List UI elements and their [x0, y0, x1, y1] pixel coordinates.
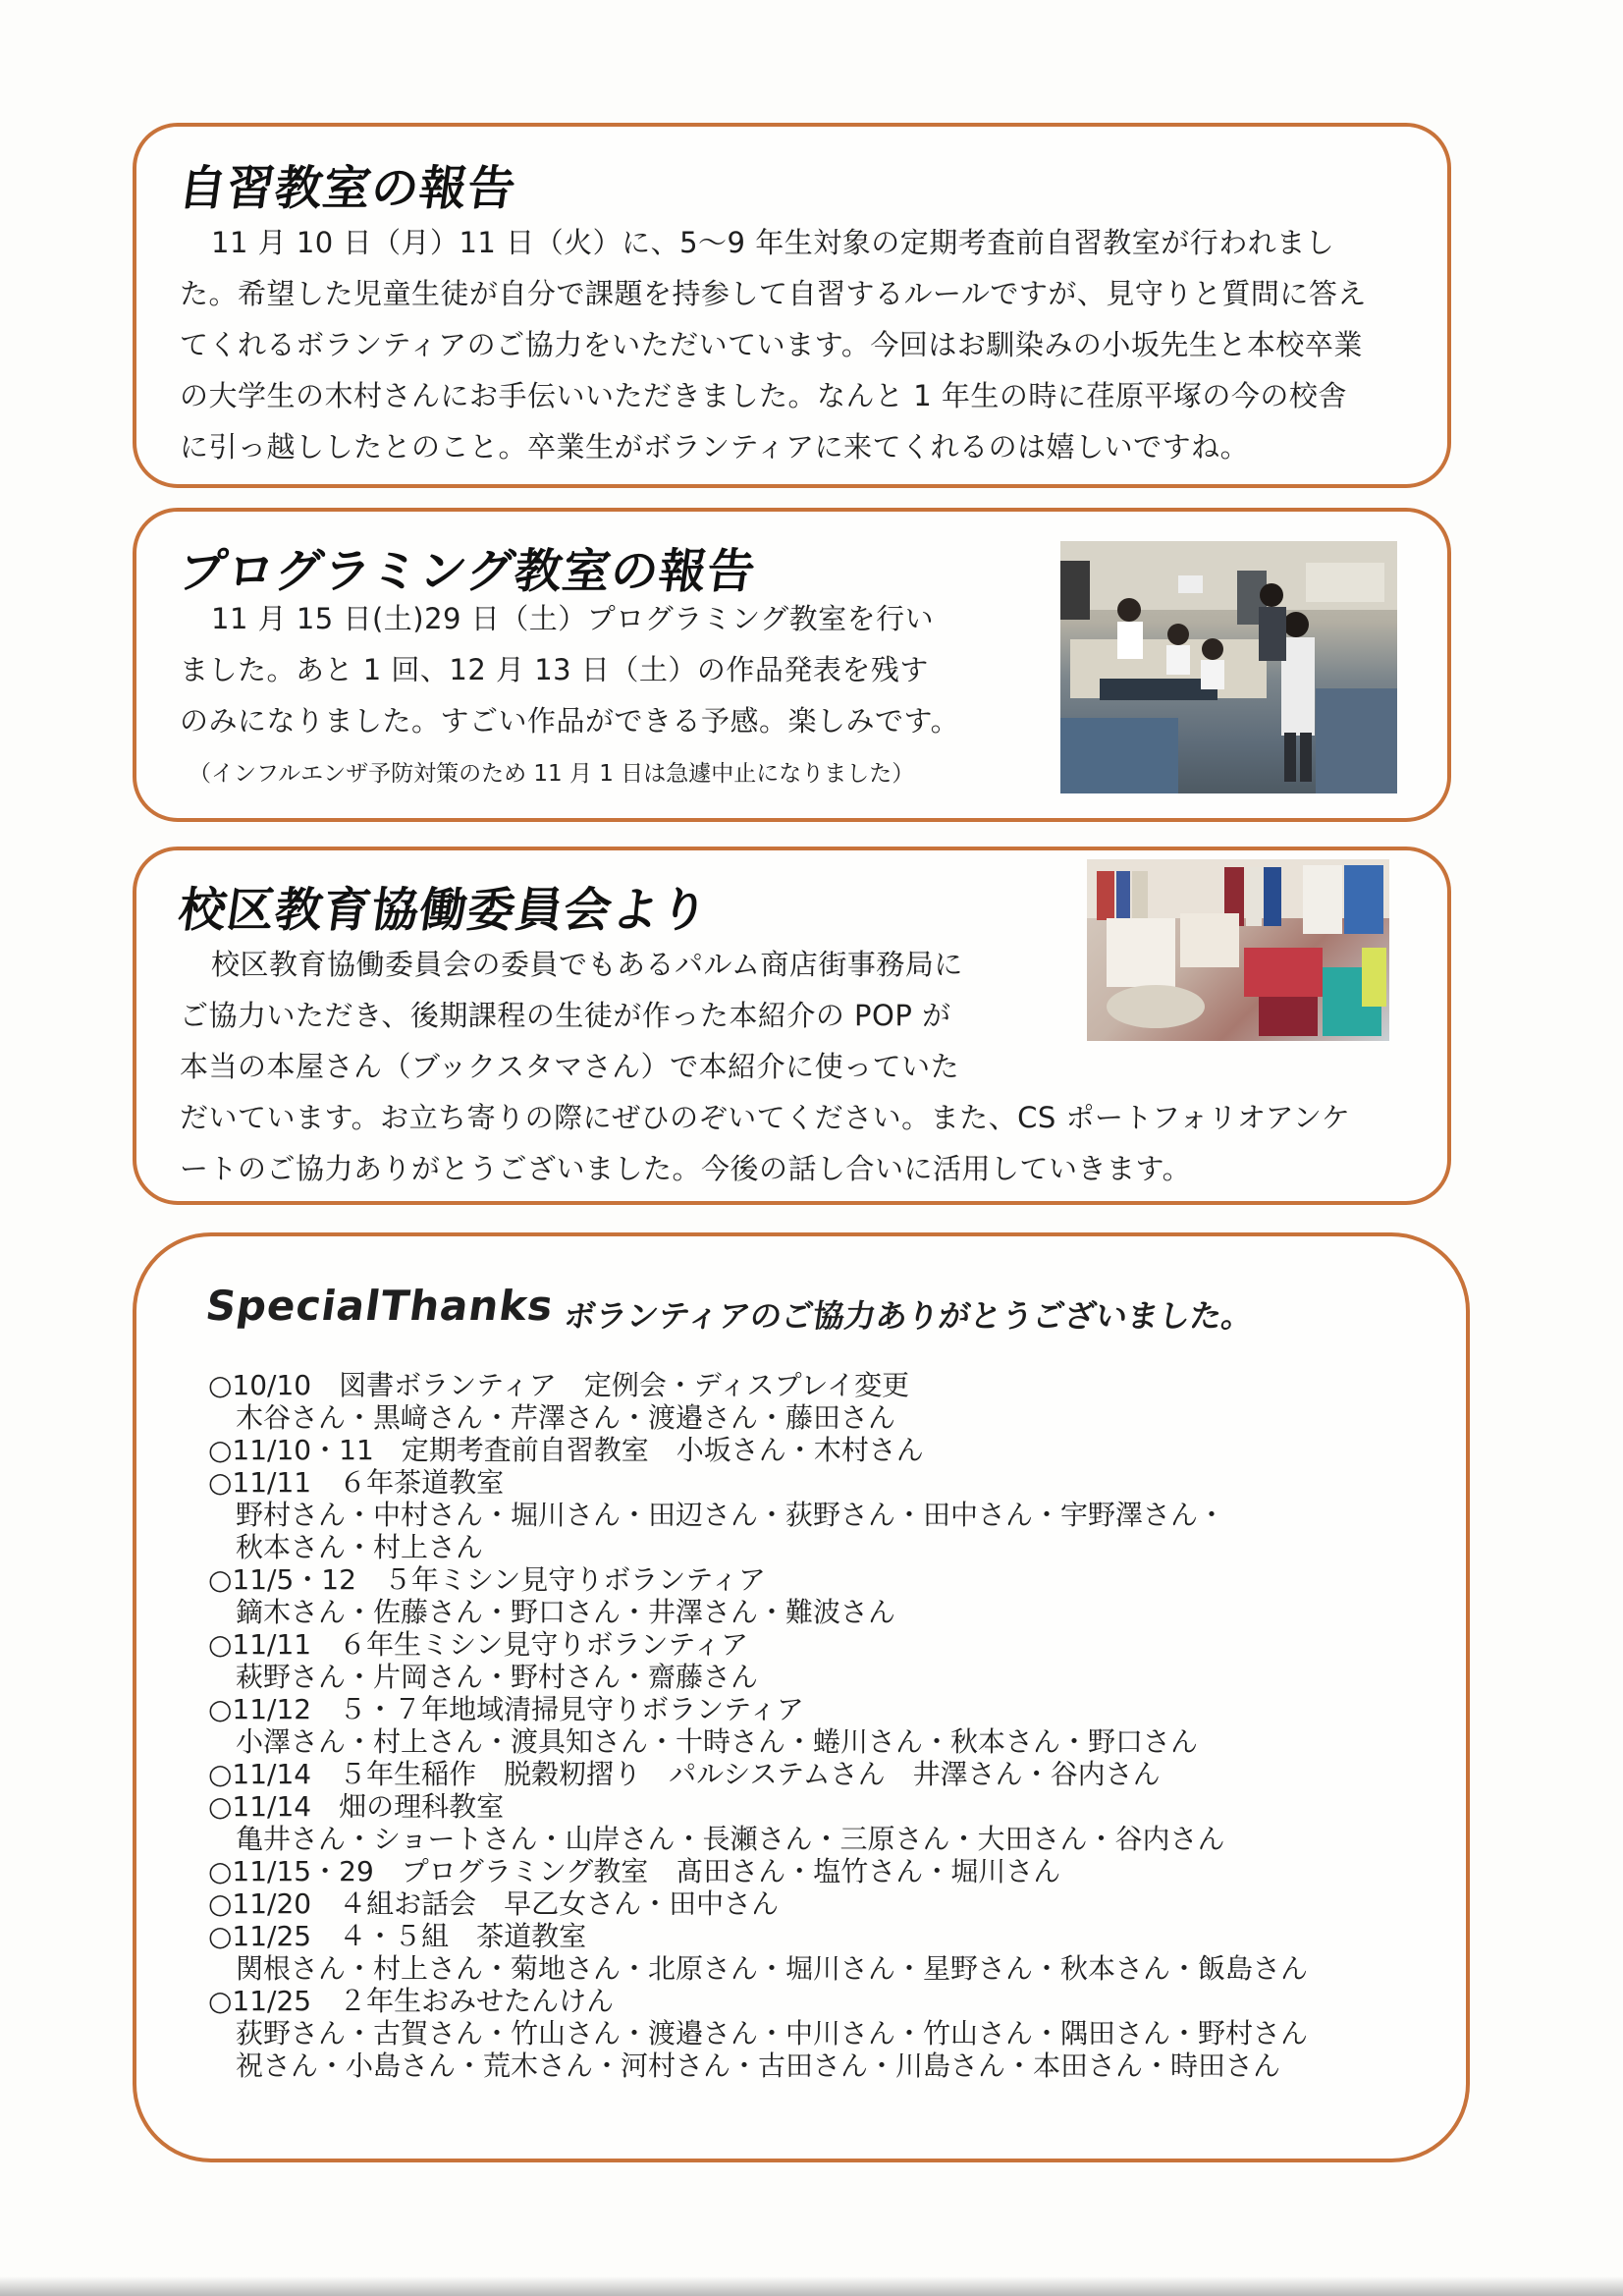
thanks-row: ○11/12 ５・７年地域清掃見守りボランティア [208, 1693, 804, 1725]
thanks-row: 萩野さん・片岡さん・野村さん・齋藤さん [236, 1661, 759, 1693]
thanks-row: ○11/14 畑の理科教室 [208, 1790, 505, 1823]
thanks-list [208, 1369, 1308, 2082]
thanks-row: 野村さん・中村さん・堀川さん・田辺さん・荻野さん・田中さん・宇野澤さん・ [236, 1499, 1226, 1531]
jishu-line-5: に引っ越ししたとのこと。卒業生がボランティアに来てくれるのは嬉しいですね。 [180, 430, 1250, 464]
programming-line-1: 11 月 15 日(土)29 日（土）プログラミング教室を行い [211, 602, 935, 635]
programming-heading: プログラミング教室の報告 [175, 544, 760, 599]
thanks-row: 関根さん・村上さん・菊地さん・北原さん・堀川さん・星野さん・秋本さん・飯島さん [236, 1952, 1309, 1985]
programming-note: （インフルエンザ予防対策のため 11 月 1 日は急遽中止になりました） [189, 761, 915, 787]
thanks-row: ○11/20 ４組お話会 早乙女さん・田中さん [208, 1887, 780, 1920]
thanks-row: 鏑木さん・佐藤さん・野口さん・井澤さん・難波さん [236, 1596, 896, 1628]
thanks-title: SpecialThanks [202, 1282, 558, 1330]
kokyo-line-1: 校区教育協働委員会の委員でもあるパルム商店街事務局に [211, 948, 963, 981]
thanks-row: 祝さん・小島さん・荒木さん・河村さん・古田さん・川島さん・本田さん・時田さん [236, 2050, 1281, 2082]
programming-line-2: ました。あと 1 回、12 月 13 日（土）の作品発表を残す [180, 653, 929, 686]
thanks-row: ○11/25 ２年生おみせたんけん [208, 1985, 615, 2017]
thanks-row: 木谷さん・黒﨑さん・芹澤さん・渡邉さん・藤田さん [236, 1401, 896, 1434]
thanks-row: ○11/15・29 プログラミング教室 髙田さん・塩竹さん・堀川さん [208, 1855, 1061, 1887]
thanks-row: ○11/25 ４・５組 茶道教室 [208, 1920, 587, 1952]
thanks-row: ○11/11 ６年生ミシン見守りボランティア [208, 1628, 749, 1661]
thanks-row: 荻野さん・古賀さん・竹山さん・渡邉さん・中川さん・竹山さん・隅田さん・野村さん [236, 2017, 1309, 2050]
programming-line-3: のみになりました。すごい作品ができる予感。楽しみです。 [180, 704, 960, 738]
programming-body [180, 593, 959, 746]
programming-class-photo [1060, 541, 1397, 793]
kokyo-heading: 校区教育協働委員会より [175, 883, 713, 938]
jishu-line-2: た。希望した児童生徒が自分で課題を持参して自習するルールですが、見守りと質問に答え [180, 277, 1367, 310]
classroom-illustration [1060, 541, 1397, 793]
jishu-heading: 自習教室の報告 [175, 161, 520, 216]
kokyo-line-3: 本当の本屋さん（ブックスタマさん）で本紹介に使っていた [180, 1050, 960, 1083]
thanks-row: ○10/10 図書ボランティア 定例会・ディスプレイ変更 [208, 1369, 910, 1401]
bookstore-pop-photo [1087, 859, 1389, 1041]
thanks-row: 秋本さん・村上さん [236, 1531, 484, 1563]
jishu-line-3: てくれるボランティアのご協力をいただいています。今回はお馴染みの小坂先生と本校卒業 [180, 328, 1363, 361]
thanks-row: ○11/14 ５年生稲作 脱穀籾摺り パルシステムさん 井澤さん・谷内さん [208, 1758, 1161, 1790]
thanks-row: 亀井さん・ショートさん・山岸さん・長瀬さん・三原さん・大田さん・谷内さん [236, 1823, 1225, 1855]
jishu-line-1: 11 月 10 日（月）11 日（火）に、5～9 年生対象の定期考査前自習教室が行われまし [211, 226, 1335, 259]
jishu-body [180, 217, 1367, 472]
kokyo-line-2: ご協力いただき、後期課程の生徒が作った本紹介の POP が [180, 999, 951, 1032]
thanks-subtitle: ボランティアのご協力ありがとうございました。 [562, 1297, 1256, 1335]
bookstore-illustration [1087, 859, 1389, 1041]
thanks-row: ○11/5・12 ５年ミシン見守りボランティア [208, 1563, 766, 1596]
jishu-line-4: の大学生の木村さんにお手伝いいただきました。なんと 1 年生の時に荏原平塚の今の校舎 [180, 379, 1347, 412]
thanks-row: 小澤さん・村上さん・渡具知さん・十時さん・蜷川さん・秋本さん・野口さん [236, 1725, 1199, 1758]
kokyo-line-4: だいています。お立ち寄りの際にぜひのぞいてください。また、CS ポートフォリオアンケ [180, 1101, 1351, 1134]
thanks-row: ○11/10・11 定期考査前自習教室 小坂さん・木村さん [208, 1434, 924, 1466]
thanks-row: ○11/11 ６年茶道教室 [208, 1466, 505, 1499]
scan-bottom-edge [0, 2276, 1623, 2296]
kokyo-line-5: ートのご協力ありがとうございました。今後の話し合いに活用していきます。 [180, 1152, 1192, 1185]
